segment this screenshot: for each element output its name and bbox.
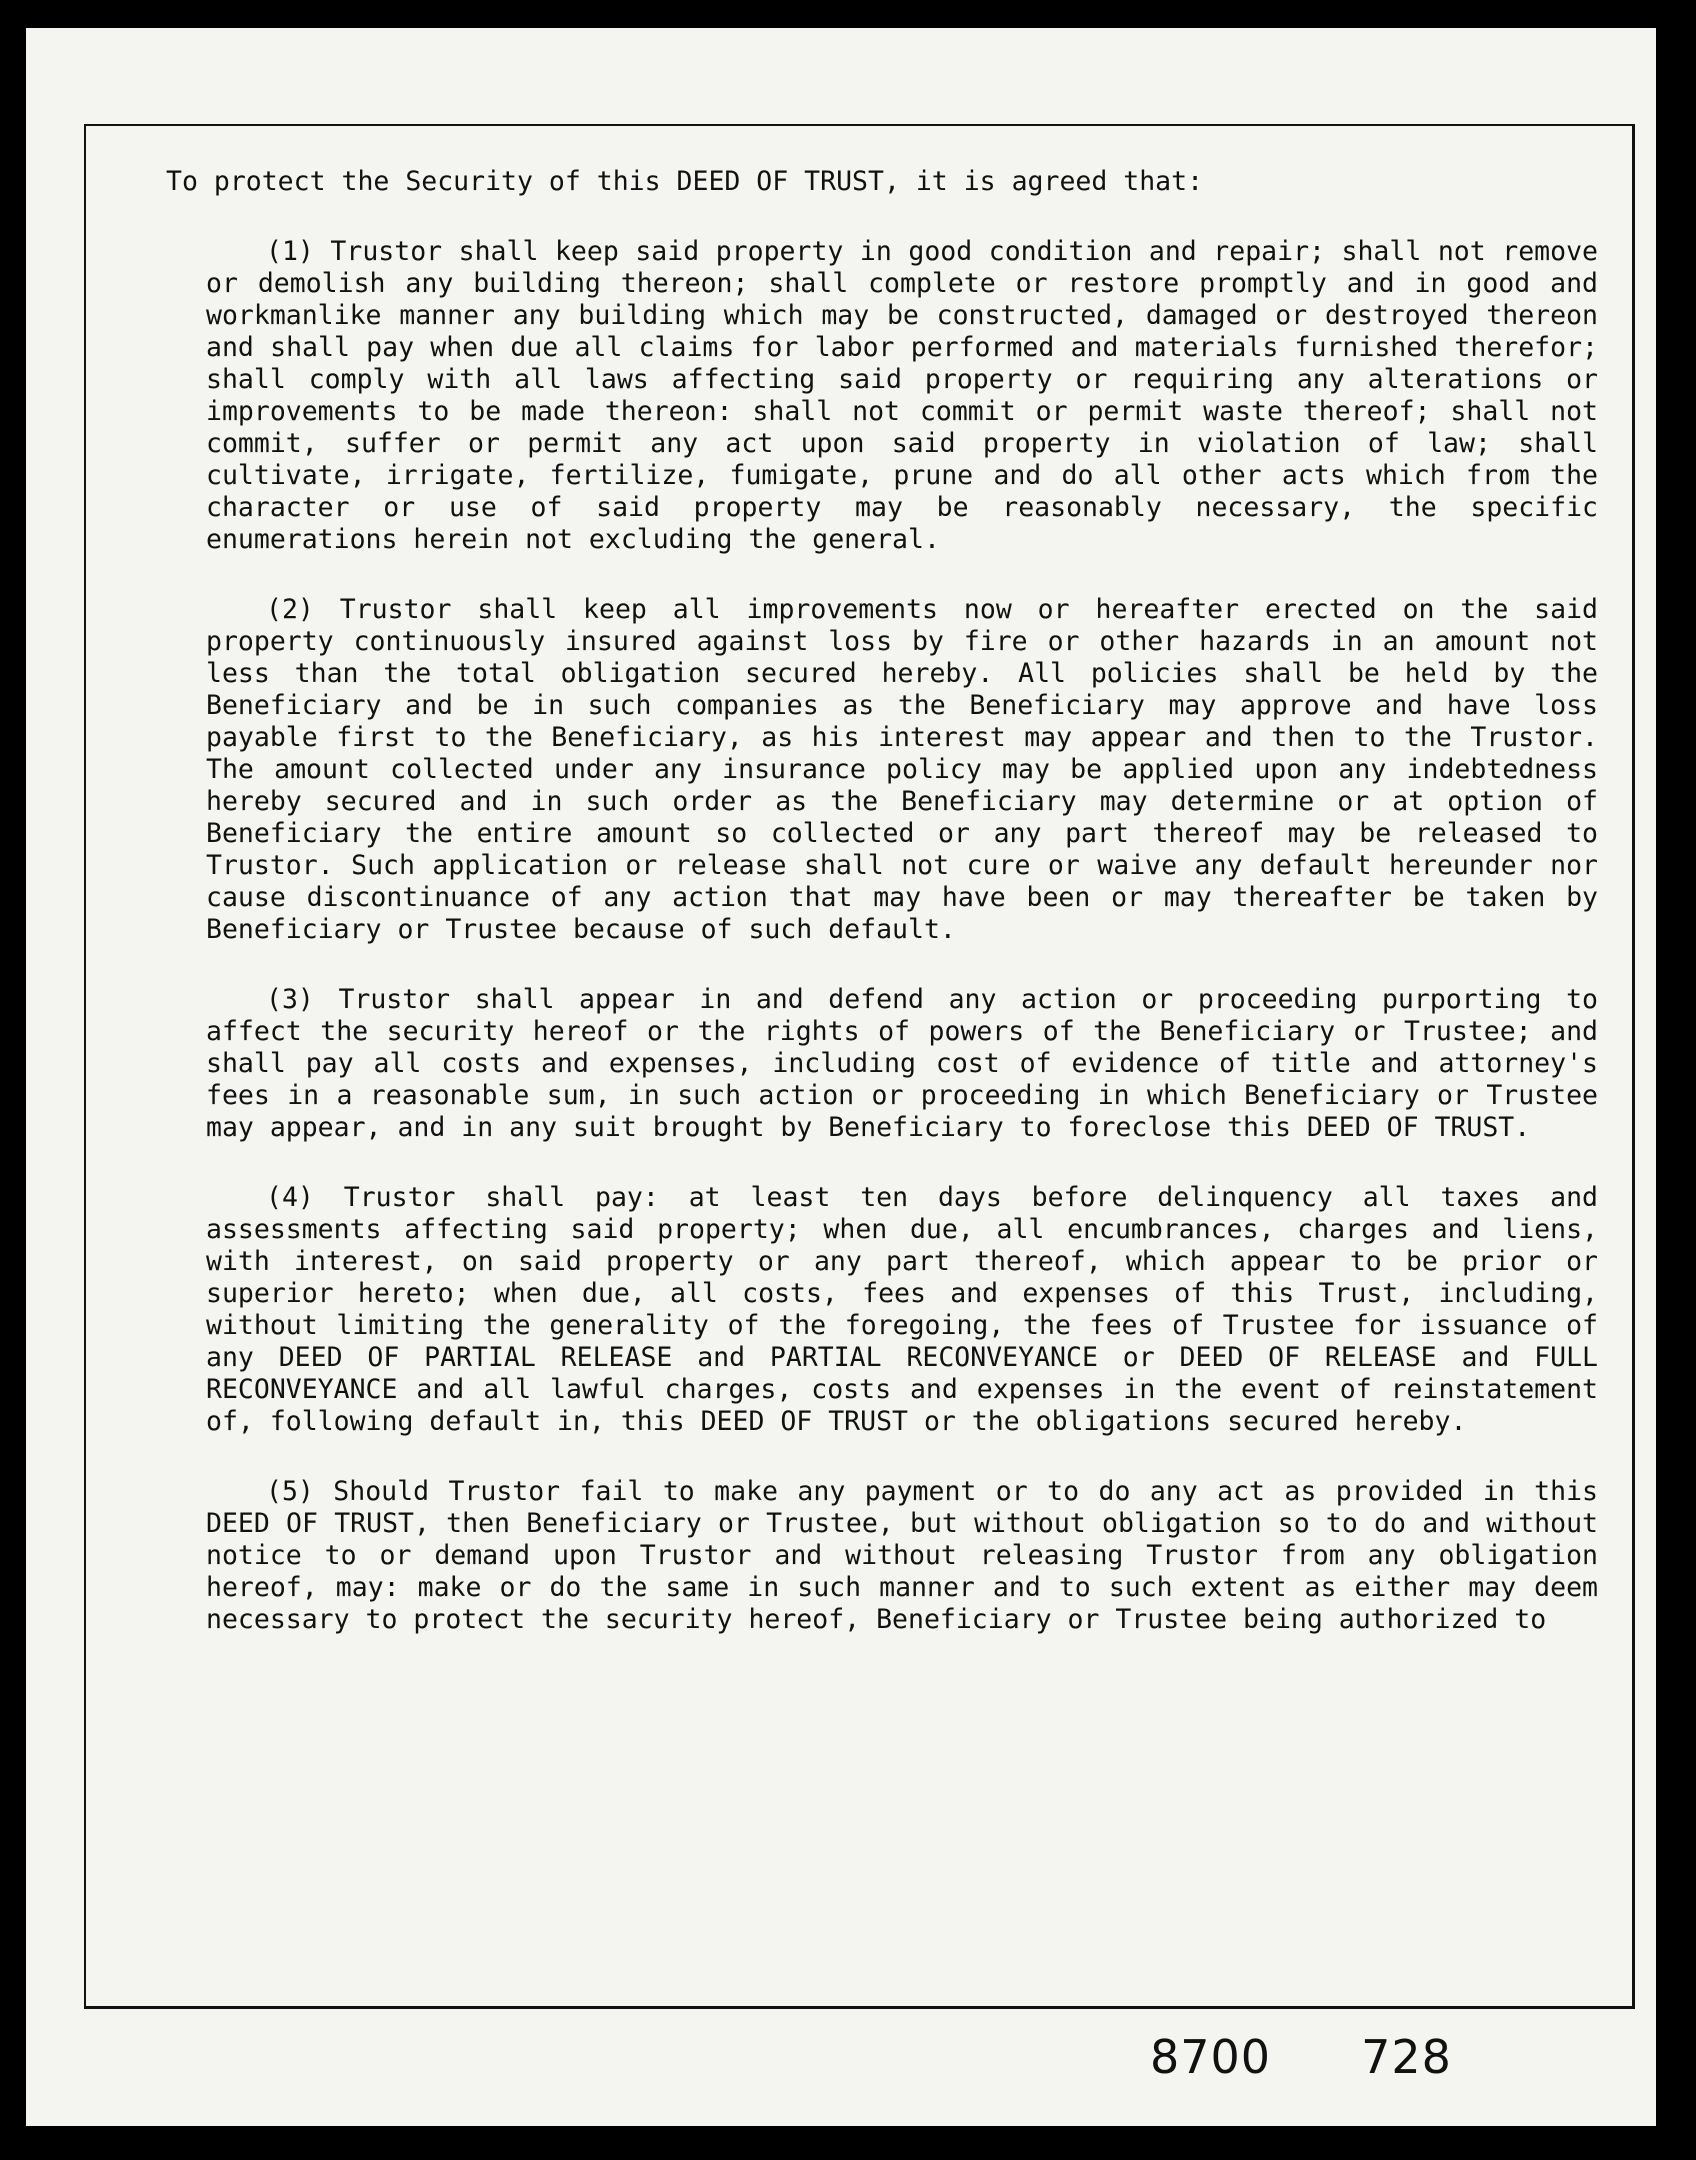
paragraph-5: (5) Should Trustor fail to make any payment or to do any act as provided in this DEED OF TRUST, then Beneficiary or Trustee, but without obligation so to do and without notice to or demand upon Trustor and without releasing Trustor from any obligation hereof, may: make or do the same in such manner and to such extent as either may deem necessary to protect the security hereof, Beneficiary or Trustee being authorized to (206, 1476, 1598, 1635)
intro-line: To protect the Security of this DEED OF TRUST, it is agreed that: (166, 166, 1204, 197)
footer-numbers (1150, 2030, 1452, 2084)
book-number: 8700 (1150, 2030, 1272, 2084)
paragraph-4: (4) Trustor shall pay: at least ten days before delinquency all taxes and assessments affecting said property; when due, all encumbrances, charges and liens, with interest, on said property or any part thereof, which appear to be prior or superior hereto; when due, all costs, fees and expenses of this Trust, including, without limiting the generality of the foregoing, the fees of Trustee for issuance of any DEED OF PARTIAL RELEASE and PARTIAL RECONVEYANCE or DEED OF RELEASE and FULL RECONVEYANCE and all lawful charges, costs and expenses in the event of reinstatement of, following default in, this DEED OF TRUST or the obligations secured hereby. (206, 1182, 1598, 1437)
document-body (166, 166, 1598, 1674)
paragraph-3: (3) Trustor shall appear in and defend any action or proceeding purporting to affect the security hereof or the rights of powers of the Beneficiary or Trustee; and shall pay all costs and expenses, including cost of evidence of title and attorney's fees in a reasonable sum, in such action or proceeding in which Beneficiary or Trustee may appear, and in any suit brought by Beneficiary to foreclose this DEED OF TRUST. (206, 984, 1598, 1143)
document-page (26, 28, 1656, 2126)
paragraph-2: (2) Trustor shall keep all improvements now or hereafter erected on the said property continuously insured against loss by fire or other hazards in an amount not less than the total obligation secured hereby. All policies shall be held by the Beneficiary and be in such companies as the Beneficiary may approve and have loss payable first to the Beneficiary, as his interest may appear and then to the Trustor. The amount collected under any insurance policy may be applied upon any indebtedness hereby secured and in such order as the Beneficiary may determine or at option of Beneficiary the entire amount so collected or any part thereof may be released to Trustor. Such application or release shall not cure or waive any default hereunder nor cause discontinuance of any action that may have been or may thereafter be taken by Beneficiary or Trustee because of such default. (206, 594, 1598, 945)
page-number: 728 (1361, 2030, 1452, 2084)
paragraph-1: (1) Trustor shall keep said property in good condition and repair; shall not remove or demolish any building thereon; shall complete or restore promptly and in good and workmanlike manner any building which may be constructed, damaged or destroyed thereon and shall pay when due all claims for labor performed and materials furnished therefor; shall comply with all laws affecting said property or requiring any alterations or improvements to be made thereon: shall not commit or permit waste thereof; shall not commit, suffer or permit any act upon said property in violation of law; shall cultivate, irrigate, fertilize, fumigate, prune and do all other acts which from the character or use of said property may be reasonably necessary, the specific enumerations herein not excluding the general. (206, 236, 1598, 555)
text-frame (84, 124, 1635, 2009)
